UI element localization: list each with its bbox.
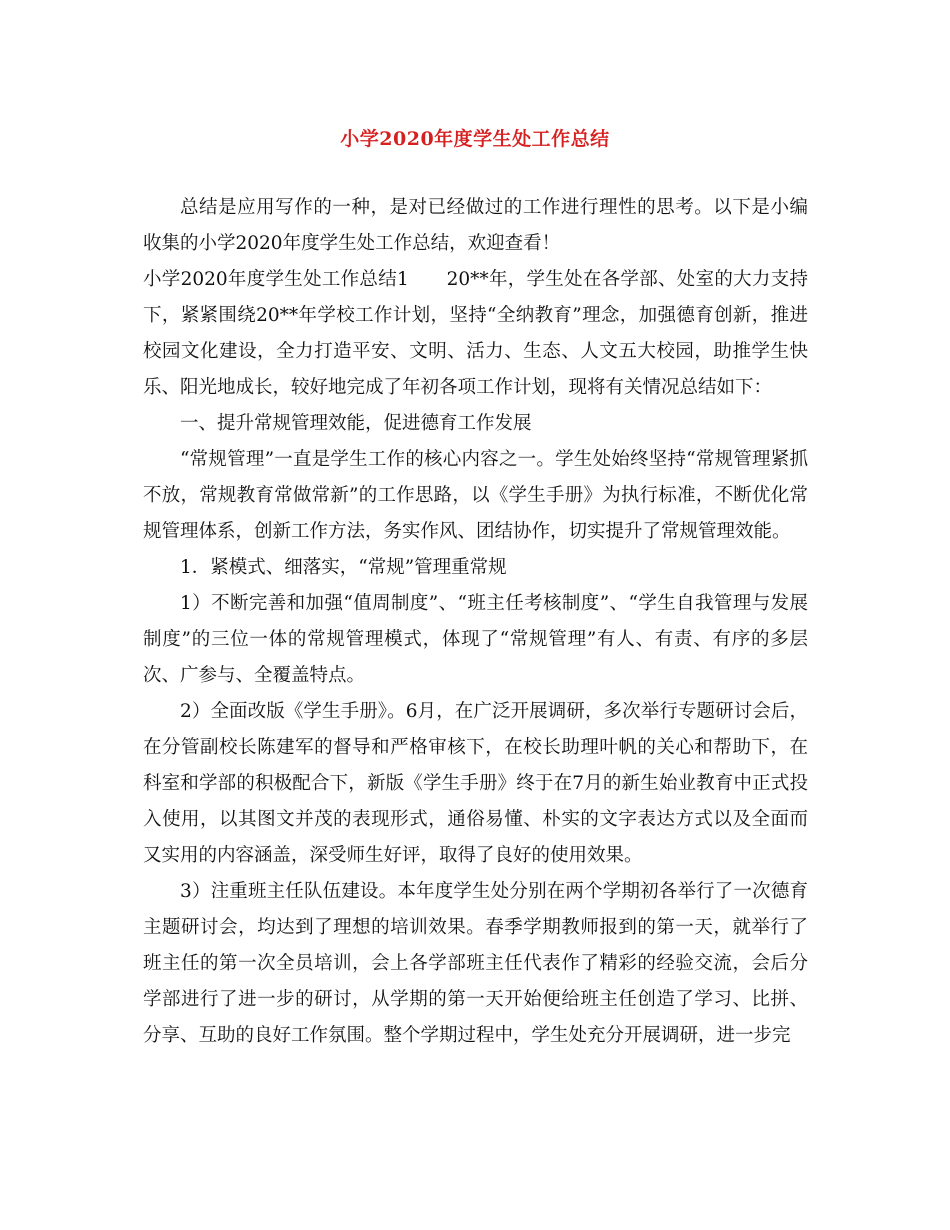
- subsection-heading-1: 1．紧模式、细落实，“常规”管理重常规: [180, 557, 507, 578]
- paragraph-intro: 总结是应用写作的一种，是对已经做过的工作进行理性的思考。以下是小编收集的小学2020年度学生处工作总结，欢迎查看！: [143, 197, 808, 254]
- document-body: [143, 190, 808, 1054]
- paragraph-item-1: 1）不断完善和加强“值周制度”、“班主任考核制度”、“学生自我管理与发展制度”的三位一体的常规管理模式，体现了“常规管理”有人、有责、有序的多层次、广参与、全覆盖特点。: [143, 593, 808, 686]
- paragraph-item-2: 2）全面改版《学生手册》。6月，在广泛开展调研，多次举行专题研讨会后，在分管副校长陈建军的督导和严格审核下，在校长助理叶帆的关心和帮助下，在科室和学部的积极配合下，新版《学生手册》终于在7月的新生始业教育中正式投入使用，以其图文并茂的表现形式，通俗易懂、朴实的文字表达方式以及全面而又实用的内容涵盖，深受师生好评，取得了良好的使用效果。: [143, 701, 808, 866]
- paragraph-routine-management: “常规管理”一直是学生工作的核心内容之一。学生处始终坚持“常规管理紧抓不放，常规教育常做常新”的工作思路，以《学生手册》为执行标准，不断优化常规管理体系，创新工作方法，务实作风、团结协作，切实提升了常规管理效能。: [143, 449, 808, 542]
- paragraph-item-3: 3）注重班主任队伍建设。本年度学生处分别在两个学期初各举行了一次德育主题研讨会，均达到了理想的培训效果。春季学期教师报到的第一天，就举行了班主任的第一次全员培训，会上各学部班主任代表作了精彩的经验交流，会后分学部进行了进一步的研讨，从学期的第一天开始便给班主任创造了学习、比拼、分享、互助的良好工作氛围。整个学期过程中，学生处充分开展调研，进一步完: [143, 881, 808, 1046]
- document-title: 小学2020年度学生处工作总结: [340, 128, 610, 150]
- section-heading-1: 一、提升常规管理效能，促进德育工作发展: [180, 413, 532, 434]
- paragraph-summary-heading: 小学2020年度学生处工作总结1 20**年，学生处在各学部、处室的大力支持下，紧紧围绕20**年学校工作计划，坚持“全纳教育”理念，加强德育创新，推进校园文化建设，全力打造平安、文明、活力、生态、人文五大校园，助推学生快乐、阳光地成长，较好地完成了年初各项工作计划，现将有关情况总结如下：: [143, 269, 808, 398]
